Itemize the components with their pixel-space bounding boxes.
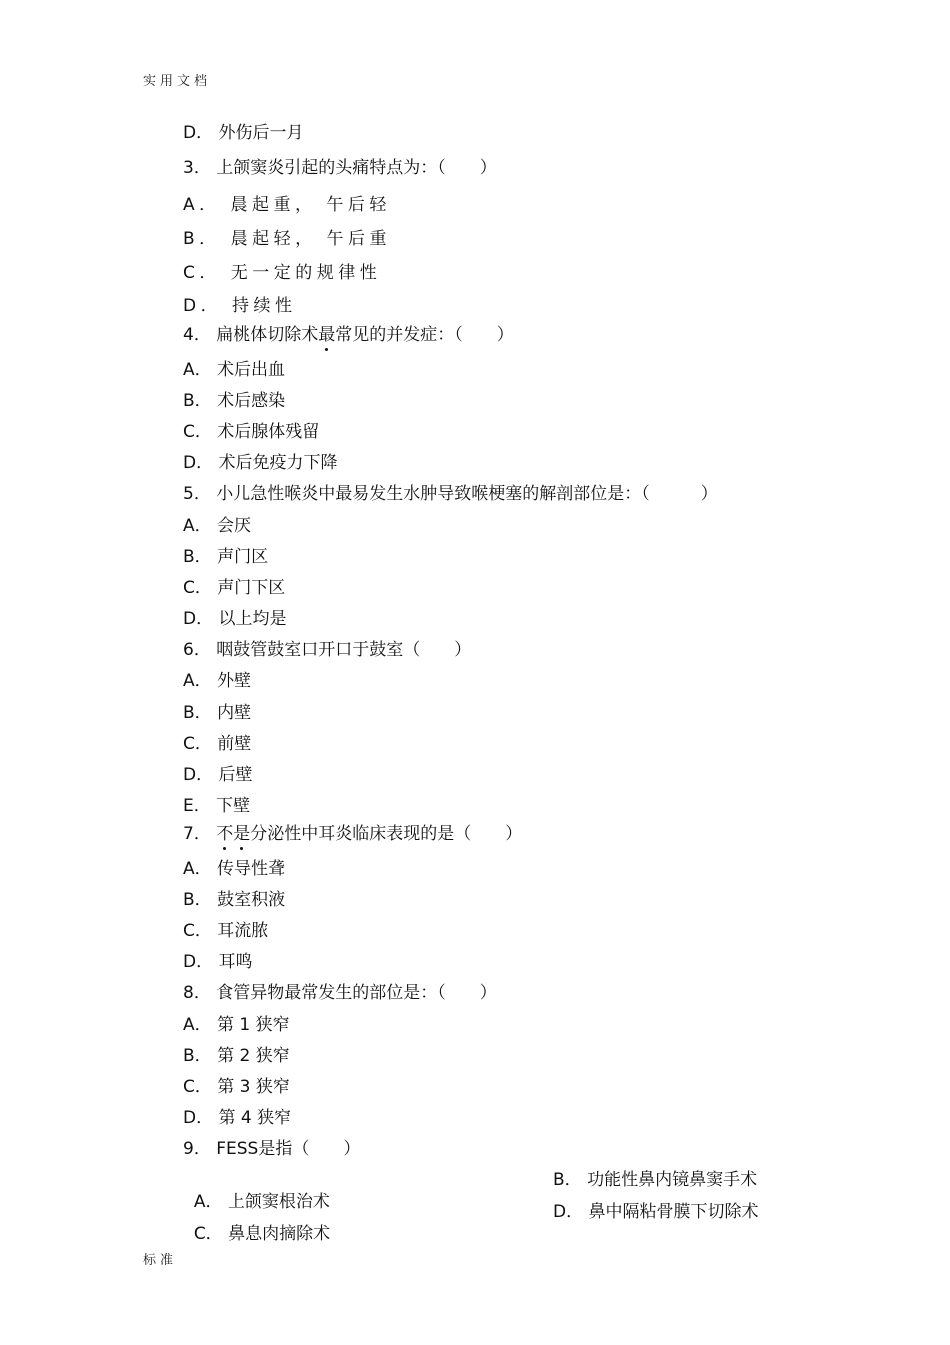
option-line: C． 耳流脓 [183,921,269,941]
option-line: A． 第 1 狭窄 [183,1015,290,1035]
option-line: B． 声门区 [183,547,269,567]
option-line: B． 第 2 狭窄 [183,1046,290,1066]
option-line: B． 术后感染 [183,391,286,411]
option-line: B． 晨起轻， 午后重 [183,229,391,249]
question-line: 6． 咽鼓管鼓室口开口于鼓室（ ） [183,640,472,660]
option-row [183,1201,759,1267]
question-line: 9． FESS是指（ ） [183,1139,361,1159]
option-line: E． 下壁 [183,796,251,816]
option-line: D． 耳鸣 [183,952,253,972]
option-b: B． 功能性鼻内镜鼻窦手术 [553,1170,758,1190]
option-line: D． 第 4 狭窄 [183,1108,292,1128]
question-text: 常见的并发症：（ ） [335,325,514,345]
option-line: C． 声门下区 [183,578,286,598]
emphasis-char: 是 [233,824,251,844]
option-d: D． 鼻中隔粘骨膜下切除术 [553,1202,759,1222]
option-line: D． 后壁 [183,765,253,785]
question-line [183,823,522,845]
option-line: D． 术后免疫力下降 [183,453,338,473]
option-line: C． 第 3 狭窄 [183,1077,290,1097]
question-line: 3． 上颌窦炎引起的头痛特点为：（ ） [183,158,497,178]
question-text: 4． 扁桃体切除术 [183,325,319,345]
question-text: 7． [183,824,217,844]
page-footer: 标准 [143,1253,178,1268]
option-line: A． 外壁 [183,671,252,691]
option-line: A． 传导性聋 [183,859,286,879]
option-a: A． 上颌窦根治术 [193,1192,330,1212]
option-line: D． 外伤后一月 [183,123,304,143]
option-line: C． 无一定的规律性 [183,263,382,283]
option-line: D． 持续性 [183,296,297,316]
option-line: A． 晨起重， 午后轻 [183,195,391,215]
emphasis-char: 不 [216,824,234,844]
option-line: A． 术后出血 [183,360,286,380]
option-c: C． 鼻息肉摘除术 [193,1224,331,1244]
question-line [183,324,514,346]
option-line: B． 鼓室积液 [183,890,286,910]
option-line: D． 以上均是 [183,609,287,629]
question-line: 8． 食管异物最常发生的部位是：（ ） [183,983,497,1003]
question-line: 5． 小儿急性喉炎中最易发生水肿导致喉梗塞的解剖部位是：（ ） [183,484,718,504]
option-line: C． 前壁 [183,734,252,754]
option-line: B． 内壁 [183,703,252,723]
page-header: 实用文档 [143,74,212,89]
question-text: 分泌性中耳炎临床表现的是（ ） [250,824,523,844]
option-line: C． 术后腺体残留 [183,422,320,442]
option-line: A． 会厌 [183,516,252,536]
emphasis-char: 最 [318,325,336,345]
